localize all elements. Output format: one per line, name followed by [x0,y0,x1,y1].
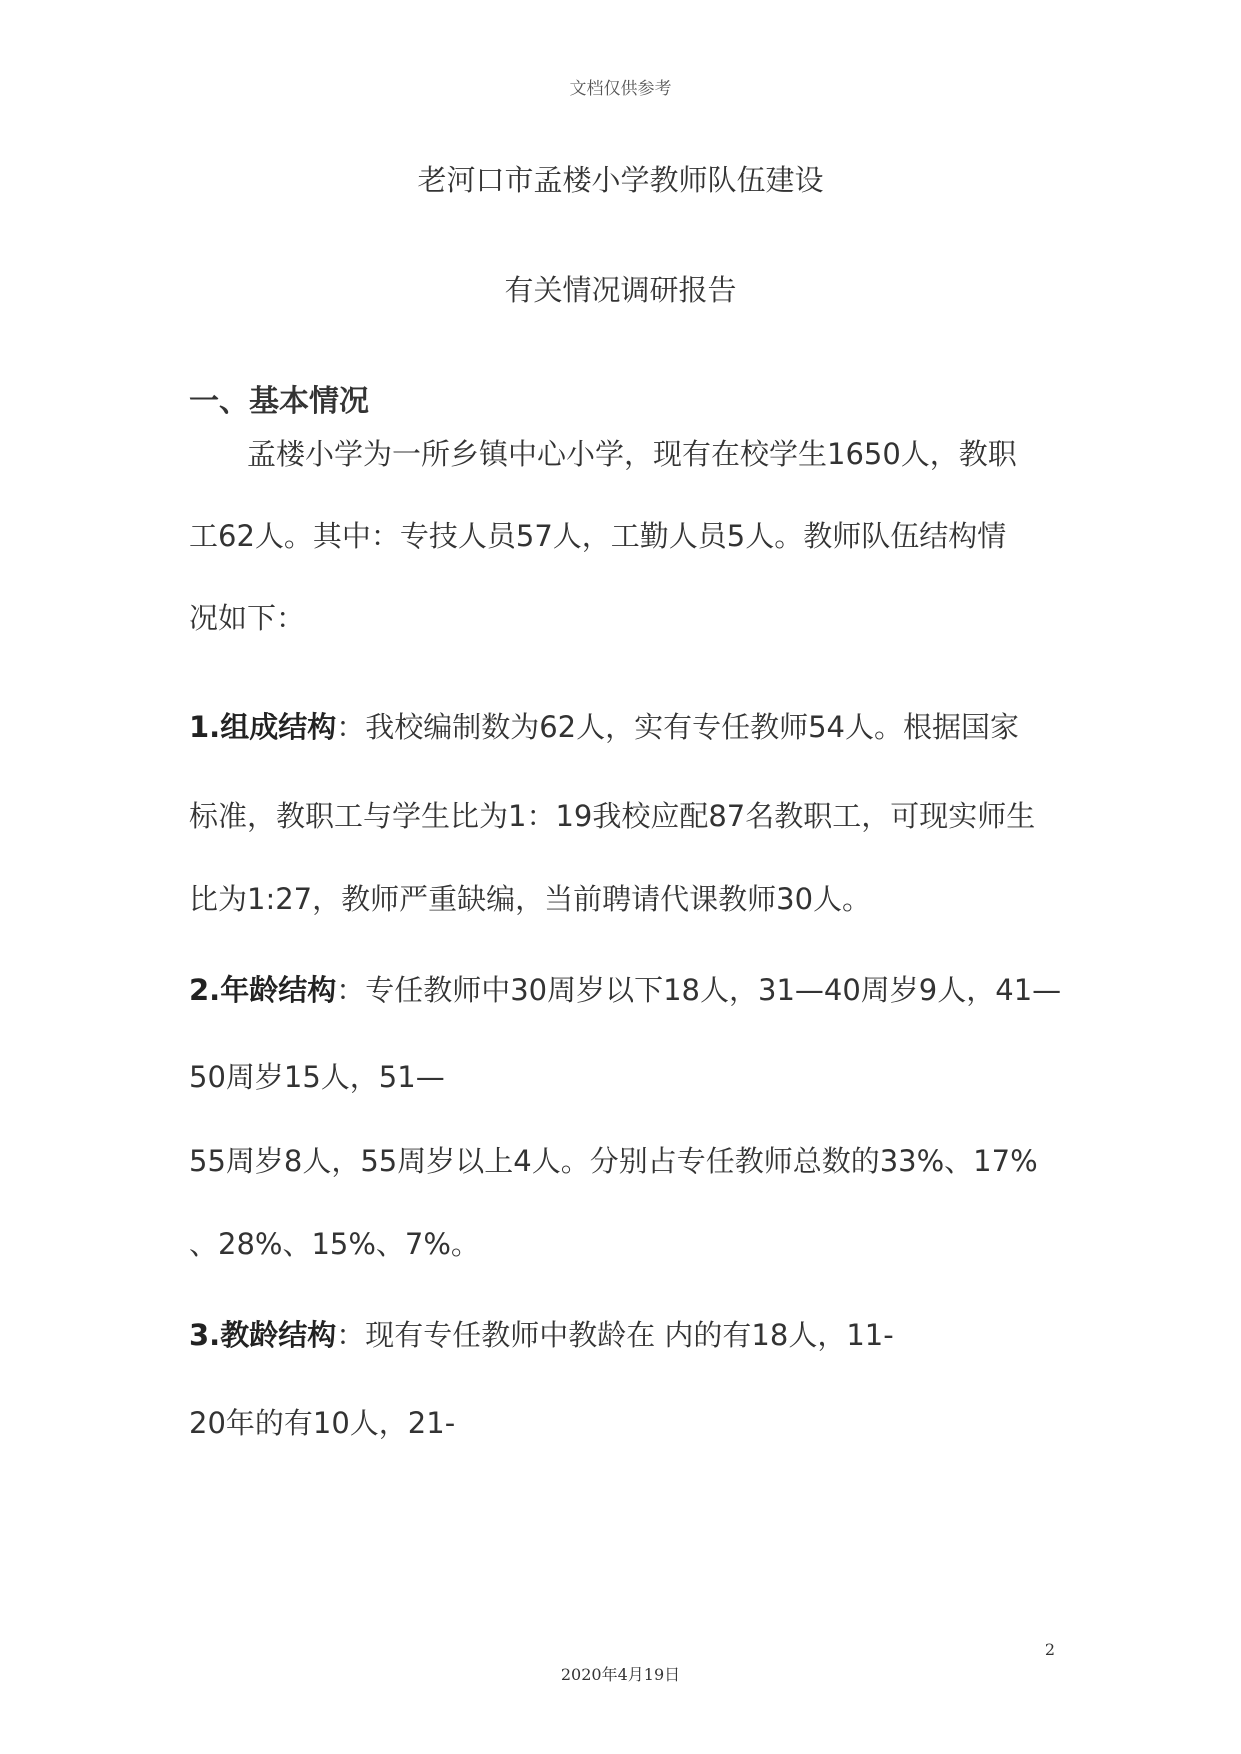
document-title-line-1: 老河口市孟楼小学教师队伍建设 [417,163,824,197]
item2-line-3: 55周岁8人，55周岁以上4人。分别占专任教师总数的33%、17% [189,1144,1038,1178]
intro-line-2: 工62人。其中：专技人员57人，工勤人员5人。教师队伍结构情 [189,519,1007,553]
item1-text-1: ：我校编制数为62人，实有专任教师54人。根据国家 [336,710,1020,744]
page-number: 2 [1044,1640,1055,1659]
item2-label: 2.年龄结构 [189,973,337,1007]
item2-line-2: 50周岁15人，51— [189,1060,445,1094]
item3-text-1: ：现有专任教师中教龄在 内的有18人，11- [336,1318,894,1352]
item1-line-1 [189,705,1019,746]
item3-line-2: 20年的有10人，21- [189,1406,456,1440]
item1-line-2: 标准，教职工与学生比为1：19我校应配87名教职工，可现实师生 [189,799,1036,833]
item2-text-1: ：专任教师中30周岁以下18人，31—40周岁9人，41— [336,973,1062,1007]
footer-date: 2020年4月19日 [560,1665,681,1684]
item1-label: 1.组成结构 [189,710,337,744]
section-heading: 一、基本情况 [189,384,369,419]
item1-line-3: 比为1:27，教师严重缺编，当前聘请代课教师30人。 [189,882,872,916]
document-title-line-2: 有关情况调研报告 [504,273,737,307]
intro-line-3: 况如下： [189,601,306,635]
intro-line-1: 孟楼小学为一所乡镇中心小学，现有在校学生1650人，教职 [247,437,1017,471]
item2-line-4: 、28%、15%、7%。 [189,1227,480,1261]
header-note: 文档仅供参考 [569,79,672,99]
item3-label: 3.教龄结构 [189,1318,337,1352]
item2-line-1 [189,968,1061,1009]
item3-line-1 [189,1313,894,1354]
